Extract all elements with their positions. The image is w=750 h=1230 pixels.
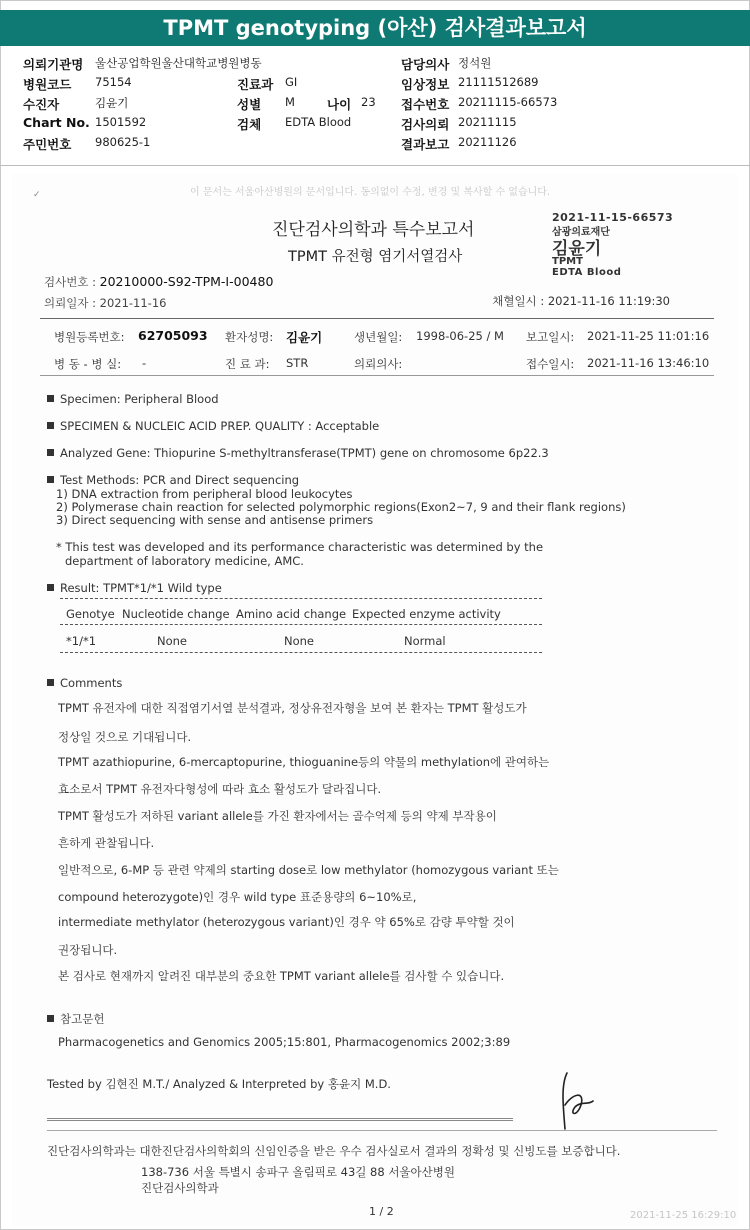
table-cell: Normal xyxy=(404,634,446,648)
references-title: 참고문헌 xyxy=(60,1012,105,1026)
watermark-text: 이 문서는 서울아산병원의 문서입니다. 동의없이 수정, 변경 및 복사할 수 없습니다. xyxy=(190,187,551,198)
comment-line: TPMT azathiopurine, 6-mercaptopurine, thioguanine등의 약물의 methylation에 관여하는 xyxy=(58,755,550,769)
result-section xyxy=(47,581,222,595)
exam-req-value: 20211115 xyxy=(458,115,517,129)
report-time-value: 2021-11-25 11:01:16 xyxy=(587,329,710,343)
receiver-value: 김윤기 xyxy=(95,96,129,110)
method-item: 3) Direct sequencing with sense and antisense primers xyxy=(56,513,374,527)
bullet-square xyxy=(47,476,54,483)
ward-value: - xyxy=(142,356,147,370)
collection-date: 채혈일시 : 2021-11-16 11:19:30 xyxy=(492,294,670,308)
note-line: * This test was developed and its performance characteristic was determined by the xyxy=(56,540,544,554)
reg-no-label: 병원등록번호: xyxy=(54,330,125,344)
lab-info-label: 임상정보 xyxy=(401,77,450,92)
exam-number-value: 20210000-S92-TPM-I-00480 xyxy=(99,274,274,289)
exam-number xyxy=(44,274,273,290)
table-divider xyxy=(60,652,542,653)
dept2-label: 진 료 과: xyxy=(225,357,270,371)
comment-line: compound heterozygote)인 경우 wild type 표준용량의 6~10%로, xyxy=(58,890,417,904)
chart-no-value: 1501592 xyxy=(95,115,147,129)
signature-image xyxy=(555,1065,595,1135)
result-report-value: 20211126 xyxy=(458,135,517,149)
table-header: Expected enzyme activity xyxy=(352,607,501,621)
methods-title: Test Methods: PCR and Direct sequencing xyxy=(60,473,300,487)
gene-text: Analyzed Gene: Thiopurine S-methyltransferase(TPMT) gene on chromosome 6p22.3 xyxy=(60,446,549,460)
comment-line: 일반적으로, 6-MP 등 관련 약제의 starting dose로 low methylator (homozygous variant 또는 xyxy=(58,863,559,877)
footer-address: 138-736 서울 특별시 송파구 올림픽로 43길 88 서울아산병원 xyxy=(141,1165,455,1179)
table-cell: *1/*1 xyxy=(66,634,97,648)
table-divider xyxy=(60,624,542,625)
reg-no-value: 62705093 xyxy=(138,328,208,343)
stamp-id: 2021-11-15-66573 xyxy=(552,211,674,224)
specimen-label: 검체 xyxy=(237,117,262,132)
page-number: 1 / 2 xyxy=(369,1205,394,1218)
method-item: 2) Polymerase chain reaction for selected polymorphic regions(Exon2~7, 9 and their flank regions) xyxy=(56,500,626,514)
req-org-value: 울산공업학원울산대학교병원병동 xyxy=(95,56,262,70)
table-header: Nucleotide change xyxy=(122,607,230,621)
table-header: Genotye xyxy=(66,607,115,621)
comments-section xyxy=(47,676,122,690)
doctor-label: 담당의사 xyxy=(401,57,450,72)
gene-section xyxy=(47,446,549,460)
receipt-no-value: 20211115-66573 xyxy=(458,95,558,109)
ward-label: 병 동 - 병 실: xyxy=(54,357,122,371)
dept-label: 진료과 xyxy=(237,77,274,92)
dob-label: 생년월일: xyxy=(354,330,403,344)
bullet-square xyxy=(47,422,54,429)
request-date: 의뢰일자 : 2021-11-16 xyxy=(44,296,167,310)
receipt-time-label: 접수일시: xyxy=(526,357,575,371)
hospital-code-label: 병원코드 xyxy=(23,77,72,92)
specimen-section xyxy=(47,392,219,406)
sex-value: M xyxy=(285,95,295,109)
req-doctor-label: 의뢰의사: xyxy=(354,357,403,371)
footer-certification: 진단검사의학과는 대한진단검사의학회의 신임인증을 받은 우수 검사실로서 결과의 정확성 및 신빙도를 보증합니다. xyxy=(47,1144,621,1158)
comment-line: 효소로서 TPMT 유전자다형성에 따라 효소 활성도가 달라집니다. xyxy=(58,782,382,796)
age-value: 23 xyxy=(361,95,376,109)
resident-no-value: 980625-1 xyxy=(95,135,151,149)
comment-line: 권장됩니다. xyxy=(58,943,118,957)
patient-name-label: 환자성명: xyxy=(225,330,274,344)
comment-line: 흔하게 관찰됩니다. xyxy=(58,836,155,850)
report-time-label: 보고일시: xyxy=(526,330,575,344)
tested-by: Tested by 김현진 M.T./ Analyzed & Interpreted by 홍윤지 M.D. xyxy=(47,1077,391,1091)
lab-info-value: 21111512689 xyxy=(458,75,539,89)
stamp-dept: TPMT xyxy=(552,256,583,267)
comment-line: TPMT 활성도가 저하된 variant allele를 가진 환자에서는 골수억제 등의 약제 부작용이 xyxy=(58,809,497,823)
footer-department: 진단검사의학과 xyxy=(141,1181,219,1195)
req-org-label: 의뢰기관명 xyxy=(23,57,84,72)
check-mark: ✓ xyxy=(33,190,41,200)
comment-line: intermediate methylator (heterozygous variant)인 경우 약 65%로 감량 투약할 것이 xyxy=(58,915,515,929)
print-timestamp: 2021-11-25 16:29:10 xyxy=(630,1210,737,1221)
quality-text: SPECIMEN & NUCLEIC ACID PREP. QUALITY : Acceptable xyxy=(60,419,380,433)
specimen-text: Specimen: Peripheral Blood xyxy=(60,392,219,406)
footer-divider xyxy=(47,1130,717,1131)
table-divider xyxy=(60,598,542,599)
chart-no-label: Chart No. xyxy=(23,115,90,130)
age-label: 나이 xyxy=(327,97,352,112)
report-header xyxy=(0,50,750,166)
result-text: Result: TPMT*1/*1 Wild type xyxy=(60,581,222,595)
sex-label: 성별 xyxy=(237,97,262,112)
signature-divider xyxy=(47,1118,513,1121)
receipt-no-label: 접수번호 xyxy=(401,97,450,112)
doctor-value: 정석원 xyxy=(458,56,492,70)
exam-req-label: 검사의뢰 xyxy=(401,117,450,132)
report-title: 진단검사의학과 특수보고서 xyxy=(272,220,475,240)
patient-name-value: 김윤기 xyxy=(286,330,323,345)
page-title: TPMT genotyping (아산) 검사결과보고서 xyxy=(0,10,750,46)
comment-line: TPMT 유전자에 대한 직접염기서열 분석결과, 정상유전자형을 보여 본 환자는 TPMT 활성도가 xyxy=(58,701,527,715)
bullet-square xyxy=(47,395,54,402)
table-cell: None xyxy=(157,634,188,648)
receiver-label: 수진자 xyxy=(23,97,60,112)
quality-section xyxy=(47,419,379,433)
bullet-square xyxy=(47,584,54,591)
patient-info-box xyxy=(40,318,714,376)
bullet-square xyxy=(47,449,54,456)
bullet-square xyxy=(47,679,54,686)
report-subtitle: TPMT 유전형 염기서열검사 xyxy=(288,249,463,265)
dept-value: GI xyxy=(285,75,298,89)
bullet-square xyxy=(47,1015,54,1022)
receipt-time-value: 2021-11-16 13:46:10 xyxy=(587,356,710,370)
stamp-specimen: EDTA Blood xyxy=(552,267,622,278)
exam-number-label: 검사번호 : xyxy=(44,275,96,289)
stamp-name: 김윤기 xyxy=(552,239,602,259)
references-section xyxy=(47,1011,104,1027)
table-header: Amino acid change xyxy=(236,607,347,621)
references-text: Pharmacogenetics and Genomics 2005;15:801, Pharmacogenomics 2002;3:89 xyxy=(58,1035,511,1049)
methods-section xyxy=(47,473,299,487)
resident-no-label: 주민번호 xyxy=(23,137,72,152)
comments-title: Comments xyxy=(60,676,123,690)
method-item: 1) DNA extraction from peripheral blood leukocytes xyxy=(56,487,353,501)
table-cell: None xyxy=(284,634,315,648)
stamp-org: 삼광의료재단 xyxy=(552,227,610,238)
dob-value: 1998-06-25 / M xyxy=(416,329,504,343)
result-report-label: 결과보고 xyxy=(401,137,450,152)
comment-line: 본 검사로 현재까지 알려진 대부분의 중요한 TPMT variant allele를 검사할 수 있습니다. xyxy=(58,969,505,983)
comment-line: 정상일 것으로 기대됩니다. xyxy=(58,730,192,744)
dept2-value: STR xyxy=(286,356,309,370)
specimen-value: EDTA Blood xyxy=(285,115,352,129)
note-line: department of laboratory medicine, AMC. xyxy=(65,554,304,568)
hospital-code-value: 75154 xyxy=(95,75,132,89)
